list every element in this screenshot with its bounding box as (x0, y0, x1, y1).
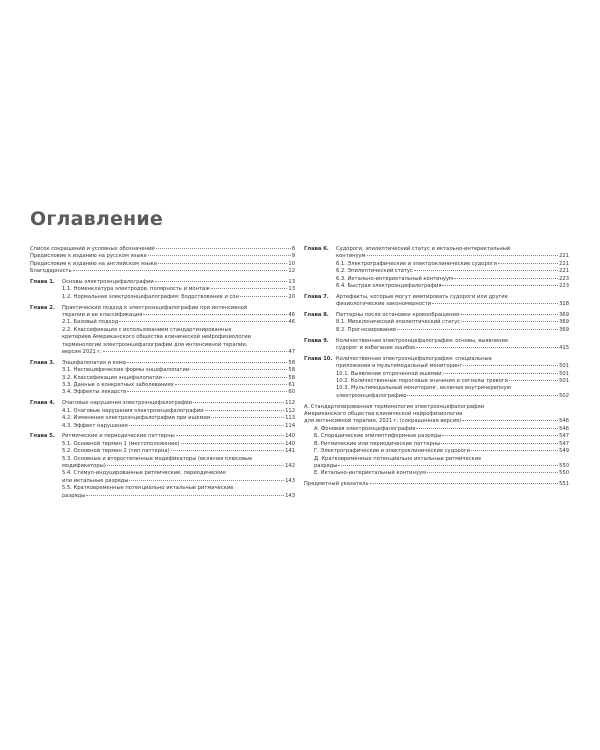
toc-entry (304, 426, 569, 433)
toc-entry-title: Предметный указатель (304, 481, 369, 488)
toc-chapter-entry (30, 279, 295, 286)
toc-entry-title: 6.3. Иктально-интериктальный континуум (336, 275, 453, 282)
chapter-number: Глава 5. (30, 433, 55, 440)
toc-entry (30, 456, 295, 471)
toc-entry-title: электроэнцефалографию (336, 392, 407, 399)
toc-entry-title: Е. Иктально-интериктальный континуум (314, 470, 426, 477)
toc-entry (30, 286, 295, 293)
dot-leader (148, 255, 291, 256)
dot-leader (205, 410, 285, 411)
toc-entry (304, 268, 569, 275)
dot-leader (107, 465, 284, 466)
dot-leader (460, 314, 558, 315)
toc-page-number: 20 (288, 293, 295, 300)
toc-entry-title: континуум (336, 253, 366, 260)
toc-page-number: 142 (285, 462, 295, 469)
dot-leader (211, 288, 288, 289)
toc-page-number: 550 (559, 470, 569, 477)
dot-leader (454, 278, 558, 279)
dot-leader (407, 395, 558, 396)
toc-entry-title: 6.2. Эпилептический статус (336, 268, 413, 275)
toc-entry-title: Американского общества клинической нейрофизиологии (304, 411, 463, 418)
toc-chapter-entry (304, 338, 569, 353)
dot-leader (156, 248, 291, 249)
dot-leader (432, 303, 558, 304)
toc-page-number: 46 (288, 312, 295, 319)
toc-entry-title: 5.3. Основные и второстепенные модификаторы (включая плюсовые (62, 455, 253, 462)
toc-entry (30, 485, 295, 500)
toc-entry (30, 448, 295, 455)
chapter-number: Глава 6. (304, 246, 329, 252)
toc-page-number: 546 (559, 418, 569, 425)
toc-page-number: 369 (559, 312, 569, 319)
toc-entry-title: Список сокращений и условных обозначений (30, 246, 155, 252)
toc-page-number: 140 (285, 440, 295, 447)
toc-entry-title: 2.2. Классификация с использованием стандартизированных (62, 326, 232, 333)
dot-leader (143, 314, 287, 315)
toc-page-number: 9 (291, 253, 295, 260)
toc-entry-title: 8.2. Прогнозирование (336, 326, 396, 333)
toc-entry-title: 1.2. Нормальная электроэнцефалография: бодрствование и сон (62, 293, 239, 300)
toc-entry-title: или иктальные разряды (62, 477, 129, 484)
toc-page-number: 113 (285, 415, 295, 422)
toc-entry (30, 268, 295, 275)
toc-entry-title: А. Фоновая электроэнцефалография (314, 425, 416, 432)
toc-page-number: 221 (559, 253, 569, 260)
chapter-number: Глава 7. (304, 293, 329, 300)
toc-entry-title: Благодарность (30, 268, 72, 275)
toc-entry-title: 8.1. Миоклонический эпилептический статус (336, 319, 461, 326)
toc-chapter-entry (304, 294, 569, 309)
chapter-number: Глава 8. (304, 312, 329, 319)
toc-entry-title: 10.3. Мультимодальный мониторинг, включая внутричерепную (336, 385, 512, 392)
toc-entry-title: 2.1. Базовый подход (62, 319, 119, 326)
dot-leader (338, 465, 558, 466)
toc-entry-title: Паттерны после остановки кровообращения (336, 312, 459, 319)
toc-page-number: 61 (288, 382, 295, 389)
toc-entry-title: 5.1. Основной термин 1 (местоположение) (62, 440, 180, 447)
toc-page-number: 223 (559, 283, 569, 290)
toc-page-number: 547 (559, 433, 569, 440)
chapter-number: Глава 10. (304, 355, 333, 362)
toc-page-number: 12 (288, 268, 295, 275)
toc-page-number: 550 (559, 462, 569, 469)
dot-leader (442, 435, 558, 436)
toc-entry (304, 327, 569, 334)
toc-entry-title: 1.1. Номенклатура электродов, полярность и монтаж (62, 286, 210, 293)
toc-page-number: 58 (288, 367, 295, 374)
dot-leader (119, 321, 287, 322)
toc-page-number: 369 (559, 326, 569, 333)
toc-entry-title: Артефакты, которые могут имитировать судороги или другие (336, 293, 508, 300)
toc-entry-title: 4.3. Эффект нарушения (62, 422, 128, 429)
toc-entry-title: версия 2021 г. (62, 349, 102, 356)
toc-page-number: 8 (291, 246, 295, 252)
chapter-number: Глава 2. (30, 304, 55, 311)
toc-page-number: 112 (285, 400, 295, 407)
toc-page-number: 501 (559, 370, 569, 377)
toc-page-number: 501 (559, 378, 569, 385)
toc-entry-title: Количественная электроэнцефалография: основы, выявление (336, 337, 509, 344)
toc-entry-title: 10.2. Количественные пороговые значения и сигналы тревоги (336, 378, 508, 385)
toc-entry-title: 3.1. Неспецифические формы энцефалопатии (62, 367, 190, 374)
dot-leader (461, 321, 558, 322)
toc-entry-title: 5.4. Стимул-индуцированные ритмические, периодические (62, 470, 226, 477)
toc-entry (304, 385, 569, 400)
dot-leader (193, 402, 284, 403)
toc-page-number: 143 (285, 492, 295, 499)
toc-page-number: 547 (559, 440, 569, 447)
dot-leader (416, 347, 558, 348)
toc-entry-title: Предисловие к изданию на английском языке (30, 260, 158, 267)
toc-entry-title: 5.2. Основной термин 2 (тип паттерна) (62, 448, 170, 455)
toc-entry-title: 10.1. Выявление отсроченной ишемии (336, 370, 442, 377)
toc-entry-title: Количественная электроэнцефалография: специальные (336, 355, 492, 362)
dot-leader (155, 281, 288, 282)
dot-leader (190, 369, 287, 370)
dot-leader (240, 296, 287, 297)
toc-entry-title: физиологические закономерности (336, 301, 432, 308)
toc-entry (30, 415, 295, 422)
toc-entry-title: модификаторы) (62, 462, 106, 469)
toc-entry (304, 276, 569, 283)
toc-page-number: 143 (285, 477, 295, 484)
toc-entry-title: для интенсивной терапии, 2021 г. (сокращенная версия) (304, 418, 462, 425)
toc-page-number: 221 (559, 268, 569, 275)
toc-entry-title: 3.2. Классификация энцефалопатии (62, 374, 162, 381)
toc-entry-title: В. Ритмические или периодические паттерны (314, 440, 441, 447)
toc-page-number: 58 (288, 359, 295, 366)
dot-leader (471, 450, 558, 451)
toc-left-column (30, 246, 295, 500)
toc-entry-title: Д. Кратковременные потенциально иктальные ритмические (314, 455, 482, 462)
dot-leader (175, 384, 288, 385)
toc-entry (30, 319, 295, 326)
toc-entry-title: 6.4. Быстрая электроэнцефалография (336, 283, 442, 290)
dot-leader (158, 263, 287, 264)
toc-page-number: 112 (285, 407, 295, 414)
toc-entry (30, 261, 295, 268)
toc-entry (304, 456, 569, 471)
toc-entry-title: Ритмические и периодические паттерны (62, 433, 175, 440)
toc-entry (30, 246, 295, 253)
dot-leader (463, 365, 558, 366)
chapter-number: Глава 4. (30, 400, 55, 407)
toc-chapter-entry (30, 360, 295, 367)
toc-entry-title: 4.1. Очаговые нарушения электроэнцефалографии (62, 407, 204, 414)
toc-chapter-entry (30, 400, 295, 407)
toc-page-number: 369 (559, 319, 569, 326)
toc-page-number: 141 (285, 448, 295, 455)
dot-leader (127, 362, 287, 363)
toc-entry-title: Практический подход к электроэнцефалографии при интенсивной (62, 304, 248, 311)
toc-entry-title: Энцефалопатия и кома (62, 359, 126, 366)
toc-chapter-entry (30, 433, 295, 440)
toc-page-number: 415 (559, 345, 569, 352)
toc-entry (304, 371, 569, 378)
toc-entry (304, 441, 569, 448)
toc-entry (30, 470, 295, 485)
toc-entry (30, 408, 295, 415)
toc-entry-title: Очаговые нарушения электроэнцефалографии (62, 400, 193, 407)
toc-page-number: 502 (559, 392, 569, 399)
dot-leader (73, 270, 288, 271)
toc-page-number: 140 (285, 433, 295, 440)
toc-entry-title: приложения и мультимодальный мониторинг (336, 363, 463, 370)
toc-entry-title: Г. Электрографические и электроклинические судороги (314, 448, 470, 455)
toc-entry (304, 283, 569, 290)
toc-entry (304, 481, 569, 488)
toc-entry (30, 253, 295, 260)
toc-page-number: 221 (559, 260, 569, 267)
toc-page-number: 47 (288, 349, 295, 356)
toc-entry (30, 294, 295, 301)
toc-page-number: 13 (288, 286, 295, 293)
toc-entry-title: 6.1. Электрографические и электроклинические судороги (336, 260, 498, 267)
dot-leader (127, 391, 287, 392)
dot-leader (211, 417, 284, 418)
toc-entry-title: A. Стандартизированная терминология электроэнцефалографии (304, 403, 485, 410)
toc-entry (304, 470, 569, 477)
dot-leader (181, 443, 285, 444)
toc-entry-title: Основы электроэнцефалографии (62, 279, 154, 286)
chapter-number: Глава 3. (30, 359, 55, 366)
toc-entry-title: 5.5. Кратковременные потенциально иктальные ритмические (62, 485, 234, 492)
dot-leader (129, 480, 284, 481)
dot-leader (397, 329, 558, 330)
dot-leader (176, 435, 284, 436)
toc-chapter-entry (30, 305, 295, 320)
toc-page-number: 58 (288, 374, 295, 381)
dot-leader (370, 483, 559, 484)
toc-entry (30, 327, 295, 357)
dot-leader (443, 373, 559, 374)
toc-right-column (304, 246, 569, 489)
toc-entry (304, 448, 569, 455)
toc-entry (30, 375, 295, 382)
dot-leader (427, 472, 558, 473)
toc-page-number: 546 (559, 425, 569, 432)
page-title: Оглавление (30, 208, 163, 230)
chapter-number: Глава 9. (304, 337, 329, 344)
toc-entry-title: Судороги, эпилептический статус и иктально-интериктальный (336, 246, 511, 252)
toc-entry-title: терминологии электроэнцефалографии для интенсивной терапии, (62, 341, 248, 348)
dot-leader (414, 270, 558, 271)
toc-entry (304, 404, 569, 426)
toc-entry-title: критериев Американского общества клинической нейрофизиологии (62, 334, 252, 341)
toc-entry (30, 382, 295, 389)
dot-leader (441, 443, 558, 444)
dot-leader (367, 255, 559, 256)
toc-entry-title: 3.3. Данные о конкретных заболеваниях (62, 382, 174, 389)
toc-page-number: 46 (288, 319, 295, 326)
dot-leader (416, 428, 558, 429)
dot-leader (163, 377, 287, 378)
toc-page-number: 13 (288, 279, 295, 286)
toc-entry-title: 4.2. Изменения электроэнцефалографии при ишемии (62, 415, 211, 422)
toc-chapter-entry (304, 246, 569, 261)
toc-page-number: 501 (559, 363, 569, 370)
toc-entry (30, 441, 295, 448)
toc-page-number: 318 (559, 301, 569, 308)
toc-page-number: 10 (288, 260, 295, 267)
toc-page-number: 549 (559, 448, 569, 455)
toc-entry (30, 367, 295, 374)
toc-entry-title: разряды (314, 462, 338, 469)
toc-entry-title: разряды (62, 492, 86, 499)
toc-entry-title: терапии и ее классификация (62, 312, 143, 319)
dot-leader (509, 380, 558, 381)
dot-leader (442, 285, 558, 286)
toc-page-number: 114 (285, 422, 295, 429)
toc-chapter-entry (304, 356, 569, 371)
dot-leader (86, 495, 284, 496)
dot-leader (171, 450, 284, 451)
toc-page-number: 551 (559, 481, 569, 488)
dot-leader (103, 351, 288, 352)
toc-entry (30, 389, 295, 396)
toc-page-number: 223 (559, 275, 569, 282)
toc-entry (304, 433, 569, 440)
toc-entry (304, 319, 569, 326)
toc-entry (30, 423, 295, 430)
dot-leader (462, 420, 558, 421)
dot-leader (498, 263, 558, 264)
chapter-number: Глава 1. (30, 279, 55, 286)
dot-leader (129, 425, 284, 426)
toc-page-number: 60 (288, 389, 295, 396)
toc-entry-title: 3.4. Эффекты лекарств (62, 389, 127, 396)
toc-entry-title: Б. Спорадические эпилептиформные разряды (314, 433, 442, 440)
toc-entry-title: Предисловие к изданию на русском языке (30, 253, 147, 260)
toc-entry-title: судорог и избегание ошибок (336, 345, 416, 352)
